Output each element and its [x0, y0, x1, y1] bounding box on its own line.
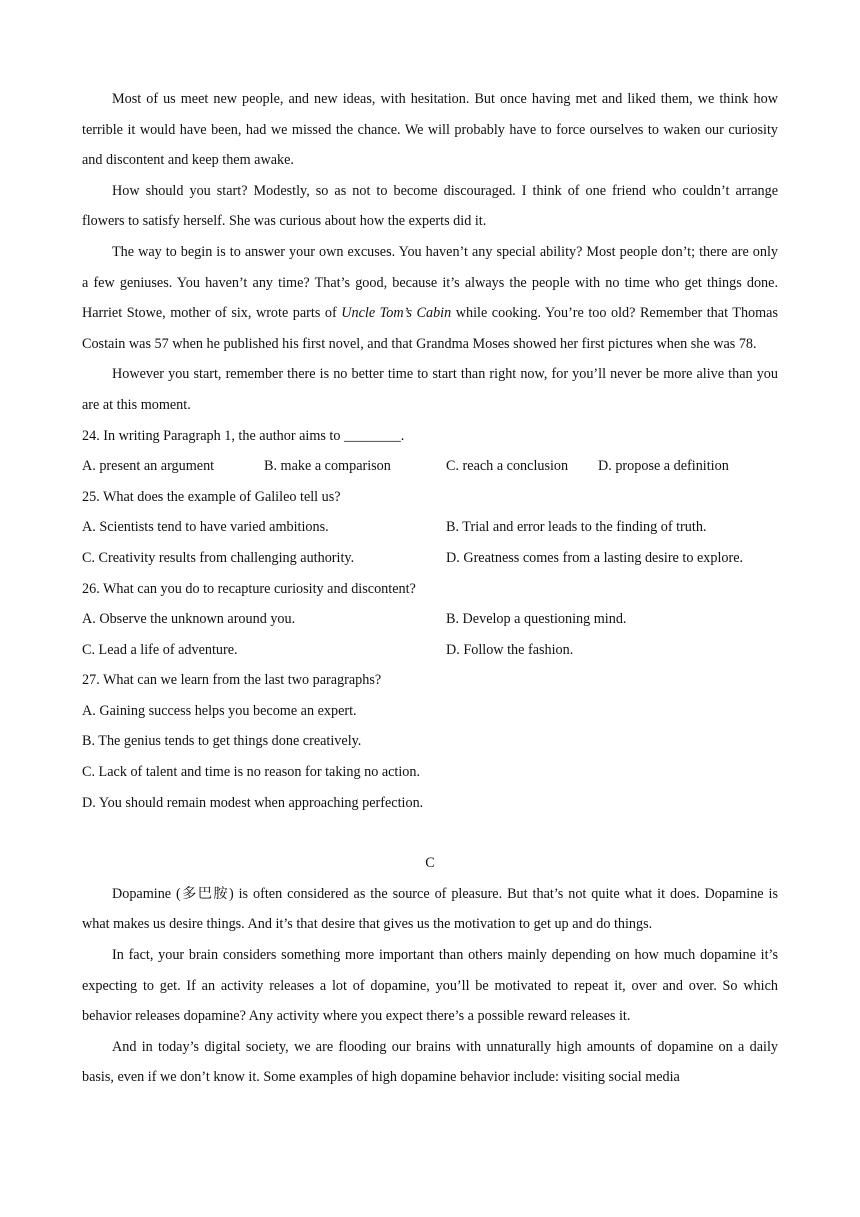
option-c: C. reach a conclusion — [446, 458, 569, 475]
document-page — [82, 84, 778, 1093]
option-c: C. Lead a life of adventure. — [82, 641, 238, 658]
option-a: A. Gaining success helps you become an expert. — [82, 702, 357, 719]
section-heading-c: C — [425, 855, 435, 872]
option-c: C. Lack of talent and time is no reason for taking no action. — [82, 764, 421, 781]
question-26-options-row2 — [82, 635, 778, 666]
question-25-options-row1 — [82, 512, 778, 543]
paragraph-b2: How should you start? Modestly, so as not to become discouraged. I think of one friend who couldn’t arrange flowers to satisfy herself. She was curious about how the experts did it. — [82, 182, 778, 230]
option-d: D. Greatness comes from a lasting desire to explore. — [446, 549, 744, 566]
option-a: A. present an argument — [82, 458, 215, 475]
option-a: A. Scientists tend to have varied ambitions. — [82, 519, 329, 536]
paragraph-b3 — [82, 237, 778, 359]
paragraph-b3-end: while cooking. You’re too old? Remember that Thomas Costain was 57 when he published his first novel, and that Grandma Moses showed her first pictures when she was 78. — [82, 305, 778, 352]
option-a: A. Observe the unknown around you. — [82, 611, 296, 628]
option-d: D. Follow the fashion. — [446, 641, 574, 658]
option-b: B. Trial and error leads to the finding of truth. — [446, 519, 707, 536]
question-24-stem: 24. In writing Paragraph 1, the author aims to ________. — [82, 427, 405, 444]
option-d: D. You should remain modest when approaching perfection. — [82, 794, 424, 811]
question-26-options-row1 — [82, 604, 778, 635]
option-d: D. propose a definition — [598, 458, 729, 475]
paragraph-c3: And in today’s digital society, we are flooding our brains with unnaturally high amounts of dopamine on a daily basis, even if we don’t know it. Some examples of high dopamine behavior include: visiting social media — [82, 1038, 778, 1086]
paragraph-b3-start: The way to begin is to answer your own excuses. You haven’t any special ability? Most people don’t; there are only a few geniuses. You haven’t any time? That’s good, because it’s always the people with no time who get things done. Harriet Stowe, mother of six, wrote parts of — [82, 243, 778, 322]
paragraph-b1: Most of us meet new people, and new ideas, with hesitation. But once having met and liked them, we think how terrible it would have been, had we missed the chance. We will probably have to force ourselves to waken our curiosity and discontent and keep them awake. — [82, 91, 778, 169]
paragraph-c1: Dopamine (多巴胺) is often considered as the source of pleasure. But that’s not quite what it does. Dopamine is what makes us desire things. And it’s that desire that gives us the motivation to get up and do things. — [82, 885, 778, 933]
option-c: C. Creativity results from challenging authority. — [82, 549, 355, 566]
question-27-stem: 27. What can we learn from the last two paragraphs? — [82, 672, 382, 689]
question-26-stem: 26. What can you do to recapture curiosity and discontent? — [82, 580, 416, 597]
paragraph-b4: However you start, remember there is no better time to start than right now, for you’ll never be more alive than you are at this moment. — [82, 366, 778, 413]
question-25-stem: 25. What does the example of Galileo tell us? — [82, 488, 341, 505]
section-gap — [82, 818, 778, 848]
question-25-options-row2 — [82, 543, 778, 574]
option-b: B. The genius tends to get things done creatively. — [82, 733, 362, 750]
option-b: B. Develop a questioning mind. — [446, 611, 627, 628]
option-b: B. make a comparison — [264, 458, 391, 475]
book-title: Uncle Tom’s Cabin — [341, 305, 452, 322]
paragraph-c2: In fact, your brain considers something more important than others mainly depending on how much dopamine it’s expecting to get. If an activity releases a lot of dopamine, you’ll be motivated to repeat it, over and over. So which behavior releases dopamine? Any activity where you expect there’s a possible reward releases it. — [82, 947, 778, 1025]
question-24-options — [82, 451, 778, 482]
